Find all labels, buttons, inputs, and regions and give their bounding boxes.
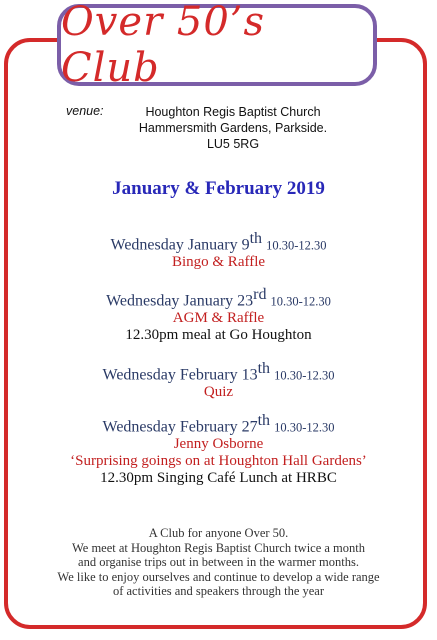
club-title: Over 50’s Club bbox=[61, 0, 266, 91]
date-suffix: th bbox=[257, 360, 271, 377]
description-line: A Club for anyone Over 50. bbox=[148, 526, 289, 540]
event-date: Wednesday January 9 bbox=[110, 236, 250, 254]
event-detail: 12.30pm Singing Café Lunch at HRBC bbox=[100, 470, 337, 487]
venue-address bbox=[118, 104, 348, 152]
title-banner bbox=[57, 0, 377, 91]
event-title: Quiz bbox=[203, 384, 234, 401]
schedule-heading: January & February 2019 bbox=[112, 178, 325, 199]
description-line: of activities and speakers through the year bbox=[112, 584, 325, 598]
event-time: 10.30-12.30 bbox=[266, 238, 327, 253]
description-line: We meet at Houghton Regis Baptist Church twice a month bbox=[71, 540, 366, 555]
venue-label: venue: bbox=[66, 104, 104, 118]
event-time: 10.30-12.30 bbox=[274, 368, 335, 383]
venue-line: LU5 5RG bbox=[206, 137, 260, 151]
event-detail: 12.30pm meal at Go Houghton bbox=[125, 327, 312, 344]
event-item bbox=[0, 230, 437, 271]
date-suffix: th bbox=[249, 230, 263, 247]
event-item bbox=[0, 412, 437, 487]
date-suffix: th bbox=[257, 412, 271, 429]
venue-line: Hammersmith Gardens, Parkside. bbox=[138, 121, 328, 135]
club-description bbox=[20, 526, 417, 599]
event-item bbox=[0, 286, 437, 344]
event-title: AGM & Raffle bbox=[172, 310, 265, 327]
description-line: and organise trips out in between in the warmer months. bbox=[78, 555, 359, 569]
event-time: 10.30-12.30 bbox=[270, 294, 331, 309]
event-item bbox=[0, 360, 437, 401]
event-title: ‘Surprising goings on at Houghton Hall Gardens’ bbox=[70, 453, 367, 470]
date-suffix: rd bbox=[253, 286, 267, 303]
description-line: We like to enjoy ourselves and continue to develop a wide range bbox=[57, 569, 380, 584]
event-date: Wednesday February 13 bbox=[102, 366, 258, 384]
event-time: 10.30-12.30 bbox=[274, 420, 335, 435]
event-title: Bingo & Raffle bbox=[171, 254, 266, 271]
event-date: Wednesday February 27 bbox=[102, 418, 258, 436]
venue-line: Houghton Regis Baptist Church bbox=[145, 105, 321, 119]
event-date: Wednesday January 23 bbox=[106, 292, 254, 310]
event-speaker: Jenny Osborne bbox=[173, 436, 264, 453]
